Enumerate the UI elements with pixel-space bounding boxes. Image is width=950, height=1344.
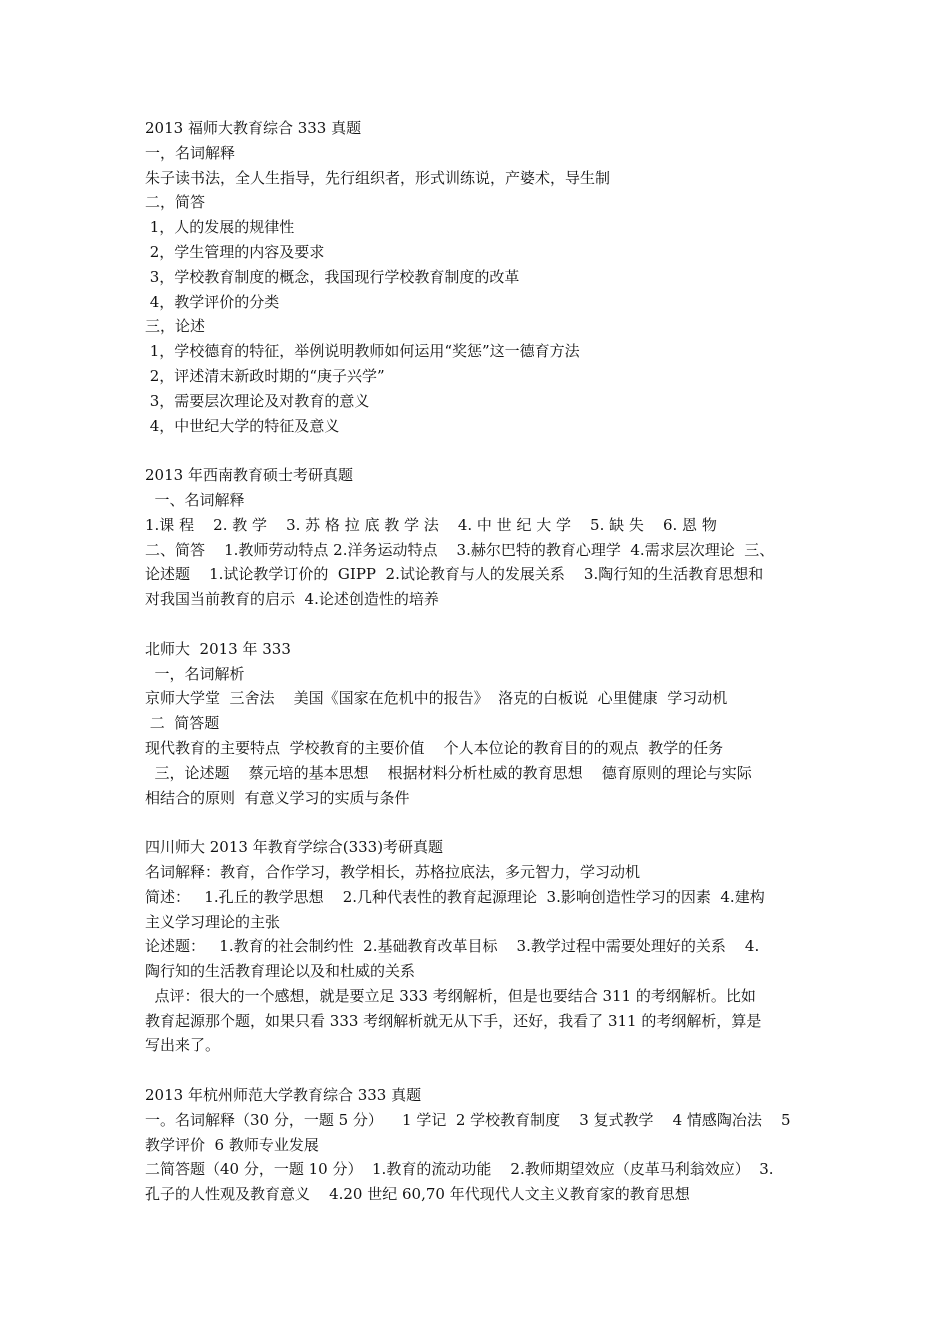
text-line: 一，名词解析 (145, 664, 245, 683)
section-fujian-normal (145, 116, 809, 438)
text-line: 点评：很大的一个感想，就是要立足 333 考纲解析，但是也要结合 311 的考纲解析。比如 (145, 986, 756, 1005)
section-spacer (145, 1058, 809, 1083)
text-line: 对我国当前教育的启示 4.论述创造性的培养 (145, 590, 439, 609)
text-line: 现代教育的主要特点 学校教育的主要价值 个人本位论的教育目的的观点 教学的任务 (145, 738, 724, 757)
section-spacer (145, 612, 809, 637)
document-body (145, 116, 809, 1207)
section-title: 2013 年杭州师范大学教育综合 333 真题 (145, 1086, 422, 1105)
text-line: 三，论述题 蔡元培的基本思想 根据材料分析杜威的教育思想 德育原则的理论与实际 (145, 763, 752, 782)
text-line: 教育起源那个题，如果只看 333 考纲解析就无从下手，还好，我看了 311 的考纲解析，算是 (145, 1011, 762, 1030)
text-line: 京师大学堂 三舍法 美国《国家在危机中的报告》 洛克的白板说 心里健康 学习动机 (145, 689, 728, 708)
text-line: 二简答题（40 分，一题 10 分） 1.教育的流动功能 2.教师期望效应（皮革马利翁效应） 3. (145, 1160, 774, 1179)
text-line: 论述题： 1.教育的社会制约性 2.基础教育改革目标 3.教学过程中需要处理好的关系 4. (145, 937, 760, 956)
text-line: 一、名词解释 (145, 490, 245, 509)
section-title: 北师大 2013 年 333 (145, 639, 291, 658)
text-line: 陶行知的生活教育理论以及和杜威的关系 (145, 962, 416, 981)
text-line: 1，学校德育的特征，举例说明教师如何运用“奖惩”这一德育方法 (145, 342, 580, 361)
text-line: 简述： 1.孔丘的教学思想 2.几种代表性的教育起源理论 3.影响创造性学习的因素 4.建构 (145, 887, 765, 906)
section-spacer (145, 810, 809, 835)
text-line: 二、简答 1.教师劳动特点 2.洋务运动特点 3.赫尔巴特的教育心理学 4.需求层次理论 三、 (145, 540, 775, 559)
text-line: 3，需要层次理论及对教育的意义 (145, 391, 370, 410)
text-line: 教学评价 6 教师专业发展 (145, 1135, 319, 1154)
text-line: 4，中世纪大学的特征及意义 (145, 416, 340, 435)
text-line: 2，学生管理的内容及要求 (145, 242, 325, 261)
section-title: 四川师大 2013 年教育学综合(333)考研真题 (145, 838, 444, 857)
text-line: 朱子读书法，全人生指导，先行组织者，形式训练说，产婆术，导生制 (145, 168, 611, 187)
text-line: 相结合的原则 有意义学习的实质与条件 (145, 788, 410, 807)
text-line: 2，评述清末新政时期的“庚子兴学” (145, 366, 385, 385)
text-line: 三，论述 (145, 317, 206, 336)
section-beijing-normal (145, 637, 809, 811)
text-line: 一。名词解释（30 分，一题 5 分） 1 学记 2 学校教育制度 3 复式教学 4 情感陶冶法 5 (145, 1110, 791, 1129)
text-line: 1.课 程 2. 教 学 3. 苏 格 拉 底 教 学 法 4. 中 世 纪 大 学 5. 缺 失 6. 恩 物 (145, 515, 717, 534)
text-line: 二，简答 (145, 193, 206, 212)
text-line: 3，学校教育制度的概念，我国现行学校教育制度的改革 (145, 267, 520, 286)
text-line: 一，名词解释 (145, 143, 236, 162)
text-line: 写出来了。 (145, 1036, 221, 1055)
section-sichuan-normal (145, 835, 809, 1058)
text-line: 论述题 1.试论教学订价的 GIPP 2.试论教育与人的发展关系 3.陶行知的生活教育思想和 (145, 565, 764, 584)
section-title: 2013 福师大教育综合 333 真题 (145, 119, 362, 137)
text-line: 孔子的人性观及教育意义 4.20 世纪 60,70 年代现代人文主义教育家的教育思想 (145, 1185, 690, 1204)
text-line: 主义学习理论的主张 (145, 912, 281, 931)
section-title: 2013 年西南教育硕士考研真题 (145, 466, 353, 485)
section-southwest (145, 463, 809, 612)
section-hangzhou-normal (145, 1083, 809, 1207)
section-spacer (145, 438, 809, 463)
text-line: 4，教学评价的分类 (145, 292, 280, 311)
text-line: 名词解释：教育，合作学习，教学相长，苏格拉底法，多元智力，学习动机 (145, 862, 641, 881)
text-line: 1，人的发展的规律性 (145, 218, 295, 237)
text-line: 二 简答题 (145, 714, 220, 733)
